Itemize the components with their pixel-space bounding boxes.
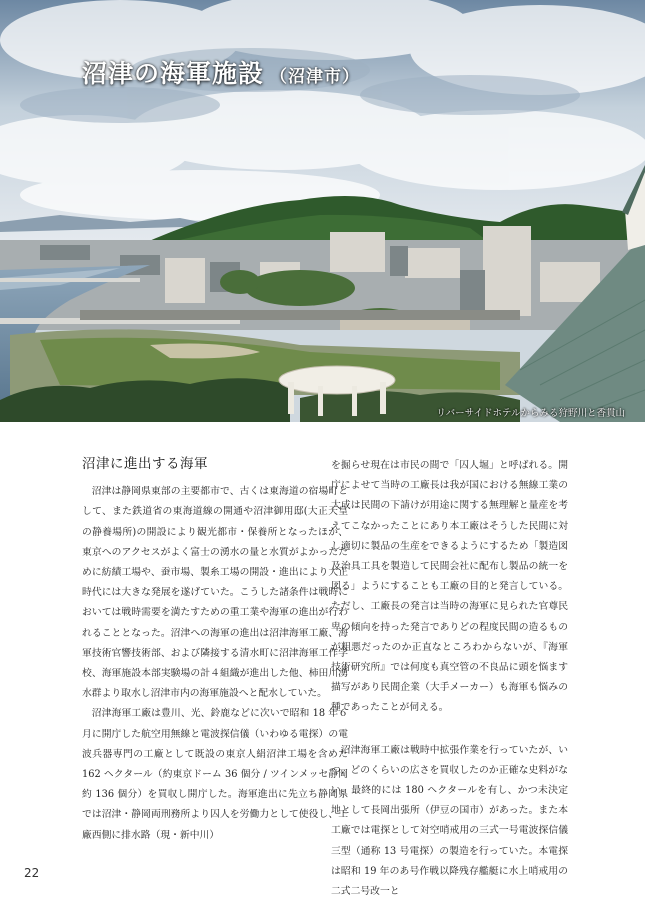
- article-title: [82, 54, 360, 90]
- body-paragraph: を掘らせ現在は市民の間で「囚人堀」と呼ばれる。開庁によせて当時の工廠長は我が国における無線工業の大成は民間の下請けが用途に関する無理解と量産を考えてこなかったことにあり本工廠はそうした民間に対し適切に製品の生産をできるようにするため「製造図及治具工具を製造して民間会社に配布し製品の統一を図る」ようにすることも工廠の目的と発言している。ただし、工廠長の発言は当時の海軍に見られた官尊民卑の傾向を持った発言でありどの程度民間の造るものが粗悪だったのか正直なところわからないが、『海軍技術研究所』では何度も真空管の不良品に頭を悩ます描写があり民間企業（大手メーカー）も海軍も悩みの種であったことが伺える。: [331, 460, 568, 714]
- hero-photo: [0, 0, 645, 422]
- photo-caption: リバーサイドホテルからみる狩野川と香貫山: [436, 408, 625, 419]
- body-paragraph: 沼津は静岡県東部の主要都市で、古くは東海道の宿場町として、また鉄道省の東海道線の開通や沼津御用邸(大正天皇の静養場所)の開設により観光都市・保養所となったほか、東京へのアクセスがよく富士の湧水の量と水質がよかったために紡績工場や、蚕市場、製糸工場の開設・進出により大正時代には大きな発展を遂げていた。こうした諸条件は戦時においては戦時需要を満たすための重工業や海軍の進出が行われることとなった。沼津への海軍の進出は沼津海軍工廠、海軍技術官響技術部、および隣接する清水町に沼津海軍工作学校、海軍施設本部実験場の計４組織が進出した他、柿田川湧水群より取水し沼津市内の海軍施設へと配水していた。: [82, 486, 348, 700]
- title-main: 沼津の海軍施設: [82, 59, 265, 88]
- section-heading: 沼津に進出する海軍: [82, 456, 208, 472]
- left-column: [82, 454, 348, 846]
- title-location: （沼津市）: [270, 67, 361, 87]
- page-number: 22: [24, 866, 40, 880]
- body-paragraph: 沼津海軍工廠は戦時中拡張作業を行っていたが、いつ、どのくらいの広さを買収したのか正確な史料がない。最終的には 180 ヘクタールを有し、かつ未決定地として長岡出張所（伊豆の国市）があった。また本工廠では電探として対空哨戒用の三式一号電波探信儀三型（通称 13 号電探）の製造を行っていた。本電探は昭和 19 年のあ号作戦以降残存艦艇に水上哨戒用の二式二号改一と: [331, 744, 568, 898]
- body-paragraph: 沼津海軍工廠は豊川、光、鈴鹿などに次いで昭和 18 年６月に開庁した航空用無線と電波探信儀（いわゆる電探）の電波兵器専門の工廠として既設の東京人絹沼津工場を含めた 162 ヘクタール（約東京ドーム 36 個分 / ツインメッセ静岡約 136 個分）を買収し開庁した。海軍進出に先立ち静岡県では沼津・静岡両刑務所より囚人を労働力として使役し、工廠西側に排水路（現・新中川）: [82, 708, 348, 841]
- right-column: [331, 456, 568, 900]
